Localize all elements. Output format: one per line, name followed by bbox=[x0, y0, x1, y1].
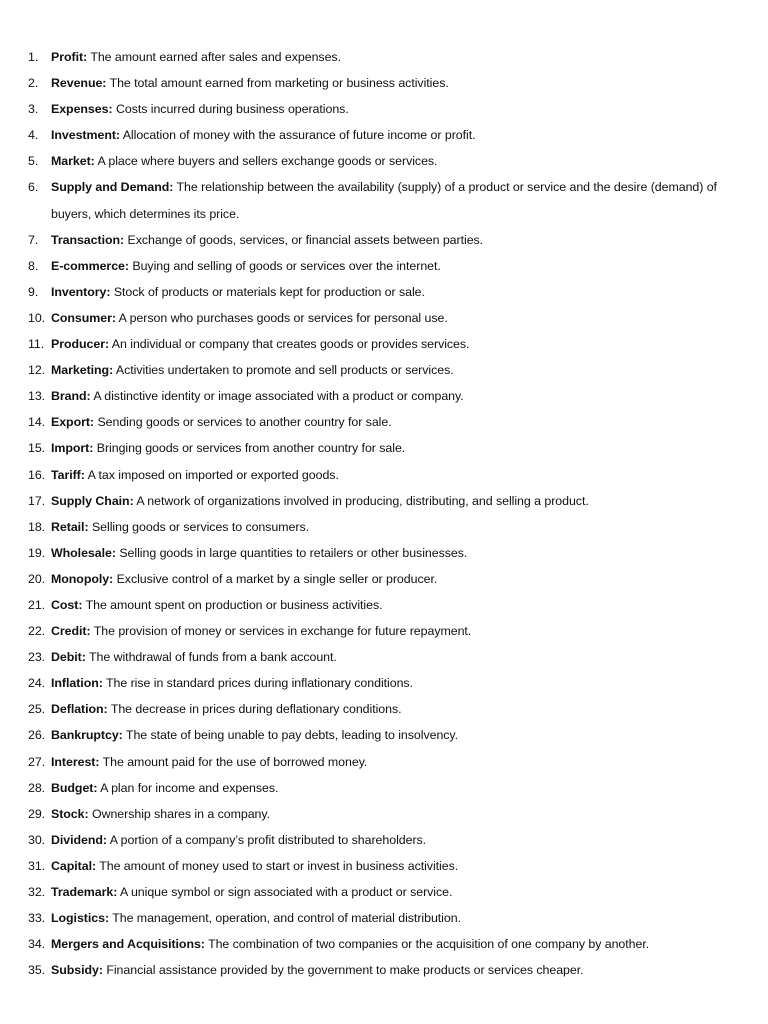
term-number: 8. bbox=[28, 258, 39, 273]
term-name: Export: bbox=[51, 415, 95, 430]
term-entry bbox=[51, 670, 738, 696]
term-list-item bbox=[18, 305, 738, 331]
term-name: Consumer: bbox=[51, 310, 116, 325]
term-entry bbox=[51, 905, 738, 931]
term-number: 33. bbox=[28, 911, 46, 926]
term-definition: The amount of money used to start or invest in business activities. bbox=[99, 858, 459, 873]
term-number: 26. bbox=[28, 728, 46, 743]
term-name: Bankruptcy: bbox=[51, 728, 123, 743]
term-list-item bbox=[18, 879, 738, 905]
term-number: 9. bbox=[28, 284, 39, 299]
term-list-item bbox=[18, 357, 738, 383]
term-definition: A portion of a company’s profit distributed to shareholders. bbox=[109, 832, 427, 847]
term-definition: An individual or company that creates goods or provides services. bbox=[111, 337, 470, 352]
term-definition: A plan for income and expenses. bbox=[100, 780, 279, 795]
term-number: 32. bbox=[28, 885, 46, 899]
term-list-item bbox=[18, 122, 738, 148]
term-entry bbox=[51, 618, 738, 644]
term-name: Wholesale: bbox=[51, 545, 116, 560]
term-definition: The provision of money or services in exchange for future repayment. bbox=[93, 624, 472, 639]
term-name: Dividend: bbox=[51, 832, 107, 847]
term-list-item bbox=[18, 957, 738, 983]
term-definition: The withdrawal of funds from a bank account. bbox=[88, 650, 337, 665]
term-list-item bbox=[18, 566, 738, 592]
term-number: 1. bbox=[28, 50, 39, 64]
term-list-item bbox=[18, 514, 738, 540]
term-definition: Bringing goods or services from another country for sale. bbox=[96, 441, 406, 456]
term-definition: Selling goods in large quantities to retailers or other businesses. bbox=[119, 545, 468, 560]
term-name: E-commerce: bbox=[51, 258, 129, 273]
term-name: Expenses: bbox=[51, 102, 113, 117]
term-name: Retail: bbox=[51, 519, 89, 534]
term-name: Inventory: bbox=[51, 284, 111, 299]
term-list-item bbox=[18, 853, 738, 879]
term-definition: A network of organizations involved in producing, distributing, and selling a product. bbox=[136, 493, 589, 508]
term-list-item bbox=[18, 174, 738, 226]
term-entry bbox=[51, 70, 738, 96]
term-definition: The decrease in prices during deflationary conditions. bbox=[110, 702, 402, 717]
term-number: 27. bbox=[28, 754, 46, 769]
term-number: 29. bbox=[28, 806, 46, 821]
term-list-item bbox=[18, 331, 738, 357]
term-list-item bbox=[18, 227, 738, 253]
term-list-item bbox=[18, 670, 738, 696]
term-entry bbox=[51, 409, 738, 435]
term-number: 19. bbox=[28, 545, 46, 560]
term-number: 23. bbox=[28, 650, 46, 665]
term-entry bbox=[51, 174, 738, 226]
term-entry bbox=[51, 722, 738, 748]
term-list-item bbox=[18, 827, 738, 853]
term-entry bbox=[51, 488, 738, 514]
business-terms-list bbox=[18, 44, 738, 983]
term-number: 3. bbox=[28, 102, 39, 117]
term-name: Producer: bbox=[51, 337, 110, 352]
term-number: 21. bbox=[28, 597, 46, 612]
term-entry bbox=[51, 696, 738, 722]
term-entry bbox=[51, 853, 738, 879]
term-list-item bbox=[18, 644, 738, 670]
term-definition: The amount spent on production or business activities. bbox=[85, 597, 383, 612]
term-definition: The combination of two companies or the acquisition of one company by another. bbox=[208, 937, 650, 952]
term-name: Mergers and Acquisitions: bbox=[51, 937, 205, 952]
term-number: 24. bbox=[28, 676, 46, 691]
term-name: Brand: bbox=[51, 389, 91, 404]
term-number: 31. bbox=[28, 858, 46, 873]
term-number: 17. bbox=[28, 493, 46, 508]
term-entry bbox=[51, 775, 738, 801]
term-name: Credit: bbox=[51, 624, 91, 639]
term-definition: Costs incurred during business operations. bbox=[115, 102, 349, 117]
term-name: Supply Chain: bbox=[51, 493, 134, 508]
term-definition: The management, operation, and control of material distribution. bbox=[112, 911, 461, 926]
term-number: 12. bbox=[28, 363, 46, 378]
term-entry bbox=[51, 227, 738, 253]
term-list-item bbox=[18, 488, 738, 514]
term-definition: A tax imposed on imported or exported goods. bbox=[87, 467, 339, 482]
term-name: Budget: bbox=[51, 780, 98, 795]
term-entry bbox=[51, 253, 738, 279]
term-number: 16. bbox=[28, 467, 46, 482]
term-name: Trademark: bbox=[51, 885, 118, 899]
term-name: Inflation: bbox=[51, 676, 103, 691]
term-number: 25. bbox=[28, 702, 46, 717]
term-entry bbox=[51, 644, 738, 670]
term-number: 11. bbox=[28, 337, 45, 352]
term-entry bbox=[51, 44, 738, 70]
term-list-item bbox=[18, 540, 738, 566]
term-number: 6. bbox=[28, 180, 39, 195]
term-entry bbox=[51, 148, 738, 174]
term-list-item bbox=[18, 722, 738, 748]
term-list-item bbox=[18, 253, 738, 279]
term-name: Supply and Demand: bbox=[51, 180, 174, 195]
term-number: 20. bbox=[28, 571, 46, 586]
term-list-item bbox=[18, 96, 738, 122]
term-name: Transaction: bbox=[51, 232, 125, 247]
term-name: Stock: bbox=[51, 806, 89, 821]
term-entry bbox=[51, 801, 738, 827]
term-entry bbox=[51, 592, 738, 618]
term-entry bbox=[51, 96, 738, 122]
term-number: 7. bbox=[28, 232, 39, 247]
term-entry bbox=[51, 305, 738, 331]
term-definition: The rise in standard prices during inflationary conditions. bbox=[105, 676, 413, 691]
term-name: Tariff: bbox=[51, 467, 85, 482]
term-list-item bbox=[18, 44, 738, 70]
term-number: 18. bbox=[28, 519, 46, 534]
term-entry bbox=[51, 879, 738, 905]
term-name: Profit: bbox=[51, 50, 88, 64]
term-number: 2. bbox=[28, 76, 39, 91]
term-list-item bbox=[18, 775, 738, 801]
term-name: Subsidy: bbox=[51, 963, 103, 978]
term-list-item bbox=[18, 931, 738, 957]
term-number: 13. bbox=[28, 389, 46, 404]
term-definition: Exclusive control of a market by a single seller or producer. bbox=[116, 571, 438, 586]
term-entry bbox=[51, 514, 738, 540]
term-entry bbox=[51, 749, 738, 775]
term-entry bbox=[51, 566, 738, 592]
term-definition: Financial assistance provided by the government to make products or services cheaper. bbox=[106, 963, 584, 978]
term-name: Market: bbox=[51, 154, 95, 169]
term-list-item bbox=[18, 801, 738, 827]
term-entry bbox=[51, 383, 738, 409]
term-number: 5. bbox=[28, 154, 39, 169]
term-name: Investment: bbox=[51, 128, 120, 143]
term-definition: Exchange of goods, services, or financial assets between parties. bbox=[127, 232, 484, 247]
term-number: 22. bbox=[28, 624, 46, 639]
term-entry bbox=[51, 435, 738, 461]
term-name: Import: bbox=[51, 441, 94, 456]
term-entry bbox=[51, 122, 738, 148]
term-number: 15. bbox=[28, 441, 46, 456]
term-name: Interest: bbox=[51, 754, 100, 769]
term-list-item bbox=[18, 435, 738, 461]
term-number: 14. bbox=[28, 415, 46, 430]
term-definition: Activities undertaken to promote and sell products or services. bbox=[115, 363, 454, 378]
term-number: 4. bbox=[28, 128, 39, 143]
term-list-item bbox=[18, 70, 738, 96]
term-list-item bbox=[18, 749, 738, 775]
term-list-item bbox=[18, 409, 738, 435]
term-definition: The total amount earned from marketing or business activities. bbox=[109, 76, 449, 91]
term-name: Monopoly: bbox=[51, 571, 114, 586]
term-list-item bbox=[18, 592, 738, 618]
term-entry bbox=[51, 357, 738, 383]
term-definition: A unique symbol or sign associated with a product or service. bbox=[120, 885, 453, 899]
term-name: Cost: bbox=[51, 597, 83, 612]
term-entry bbox=[51, 931, 738, 957]
term-entry bbox=[51, 827, 738, 853]
term-entry bbox=[51, 462, 738, 488]
term-number: 35. bbox=[28, 963, 46, 978]
term-name: Deflation: bbox=[51, 702, 108, 717]
term-name: Marketing: bbox=[51, 363, 114, 378]
term-list-item bbox=[18, 905, 738, 931]
term-name: Debit: bbox=[51, 650, 86, 665]
term-entry bbox=[51, 957, 738, 983]
term-definition: The amount earned after sales and expenses. bbox=[90, 50, 341, 64]
term-entry bbox=[51, 279, 738, 305]
term-list-item bbox=[18, 279, 738, 305]
term-definition: The relationship between the availability (supply) of a product or service and the desire (demand) of buyers, which determines its price. bbox=[51, 180, 717, 221]
term-name: Capital: bbox=[51, 858, 97, 873]
term-definition: Selling goods or services to consumers. bbox=[91, 519, 309, 534]
term-definition: A place where buyers and sellers exchange goods or services. bbox=[97, 154, 438, 169]
term-definition: Sending goods or services to another country for sale. bbox=[97, 415, 392, 430]
term-definition: A distinctive identity or image associated with a product or company. bbox=[93, 389, 464, 404]
term-number: 10. bbox=[28, 310, 46, 325]
term-definition: Allocation of money with the assurance of future income or profit. bbox=[122, 128, 476, 143]
term-definition: Ownership shares in a company. bbox=[91, 806, 271, 821]
term-list-item bbox=[18, 696, 738, 722]
term-list-item bbox=[18, 618, 738, 644]
term-definition: The state of being unable to pay debts, leading to insolvency. bbox=[125, 728, 459, 743]
term-definition: The amount paid for the use of borrowed money. bbox=[102, 754, 368, 769]
term-entry bbox=[51, 331, 738, 357]
term-list-item bbox=[18, 462, 738, 488]
term-entry bbox=[51, 540, 738, 566]
term-definition: Buying and selling of goods or services over the internet. bbox=[132, 258, 441, 273]
term-number: 28. bbox=[28, 780, 46, 795]
term-number: 30. bbox=[28, 832, 46, 847]
term-name: Revenue: bbox=[51, 76, 107, 91]
term-list-item bbox=[18, 383, 738, 409]
term-number: 34. bbox=[28, 937, 46, 952]
term-name: Logistics: bbox=[51, 911, 110, 926]
term-definition: A person who purchases goods or services for personal use. bbox=[118, 310, 448, 325]
term-definition: Stock of products or materials kept for production or sale. bbox=[113, 284, 425, 299]
term-list-item bbox=[18, 148, 738, 174]
